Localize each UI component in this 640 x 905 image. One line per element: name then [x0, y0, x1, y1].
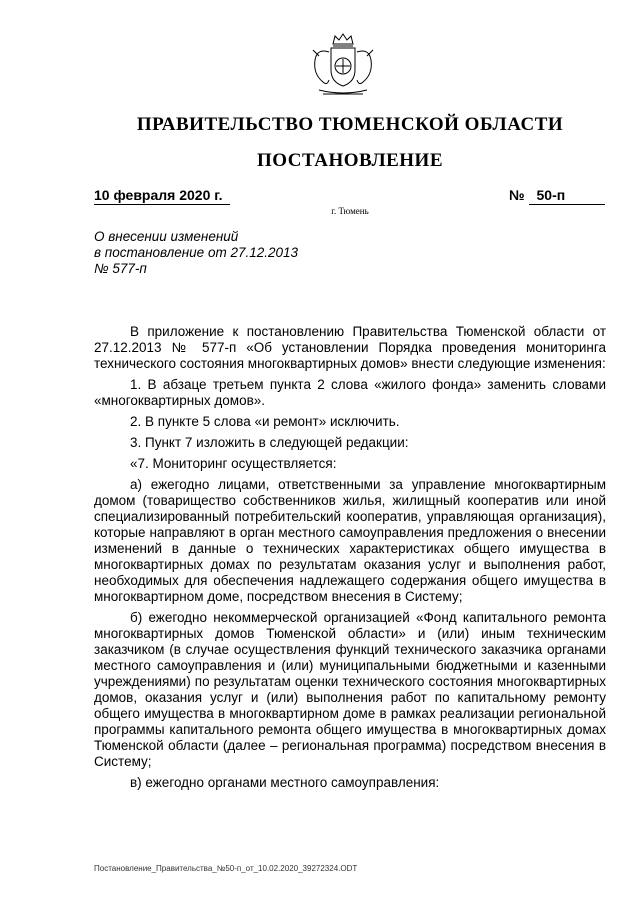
- document-number: [509, 186, 605, 205]
- number-value: 50-п: [529, 186, 605, 205]
- subject-line: № 577-п: [94, 261, 147, 276]
- document-date: 10 февраля 2020 г.: [94, 186, 230, 205]
- subject-line: в постановление от 27.12.2013: [94, 245, 299, 260]
- document-type: ПОСТАНОВЛЕНИЕ: [256, 150, 444, 171]
- paragraph: 3. Пункт 7 изложить в следующей редакции:: [130, 435, 409, 450]
- subject-block: [94, 229, 354, 277]
- paragraph: «7. Мониторинг осуществляется:: [130, 456, 337, 471]
- paragraph: 2. В пункте 5 слова «и ремонт» исключить.: [130, 414, 400, 429]
- city: г. Тюмень: [331, 206, 369, 216]
- file-footer: Постановление_Правительства_№50-п_от_10.02.2020_39272324.ODT: [94, 864, 358, 873]
- document-body: [94, 324, 606, 796]
- paragraph: б) ежегодно некоммерческой организацией «Фонд капитального ремонта многоквартирных домов Тюменской области» и (или) иным техническим заказчиком (в случае осуществления функций технического заказчика органами местного самоуправления и (или) муниципальными бюджетными и казенными учреждениями) по результатам оценки технического состояния многоквартирных домов, оказания услуг и (или) выполнения работ по капитальному ремонту общего имущества в многоквартирном доме в рамках реализации региональной программы капитального ремонта общего имущества в многоквартирных домах Тюменской области (далее – региональная программа) посредством внесения в Систему;: [94, 610, 606, 769]
- government-title: ПРАВИТЕЛЬСТВО ТЮМЕНСКОЙ ОБЛАСТИ: [136, 114, 564, 135]
- number-sign: №: [509, 187, 525, 203]
- tyumen-oblast-coat-of-arms-icon: [303, 30, 383, 102]
- coat-of-arms: [303, 30, 383, 102]
- paragraph: 1. В абзаце третьем пункта 2 слова «жилого фонда» заменить словами «многоквартирных домов».: [94, 377, 606, 408]
- paragraph: В приложение к постановлению Правительства Тюменской области от 27.12.2013 № 577-п «Об установлении Порядка проведения мониторинга технического состояния многоквартирных домов» внести следующие изменения:: [94, 324, 606, 371]
- paragraph: в) ежегодно органами местного самоуправления:: [130, 775, 440, 790]
- paragraph: а) ежегодно лицами, ответственными за управление многоквартирным домом (товарищество собственников жилья, жилищный кооператив или иной специализированный потребительский кооператив, управляющая организация), которые направляют в орган местного самоуправления предложения о внесении изменений в данные о технических характеристиках общего имущества в многоквартирных домах по результатам оказания услуг и выполнения работ, необходимых для обеспечения надлежащего содержания общего имущества в многоквартирном доме, посредством внесения в Систему;: [94, 477, 606, 604]
- subject-line: О внесении изменений: [94, 229, 239, 244]
